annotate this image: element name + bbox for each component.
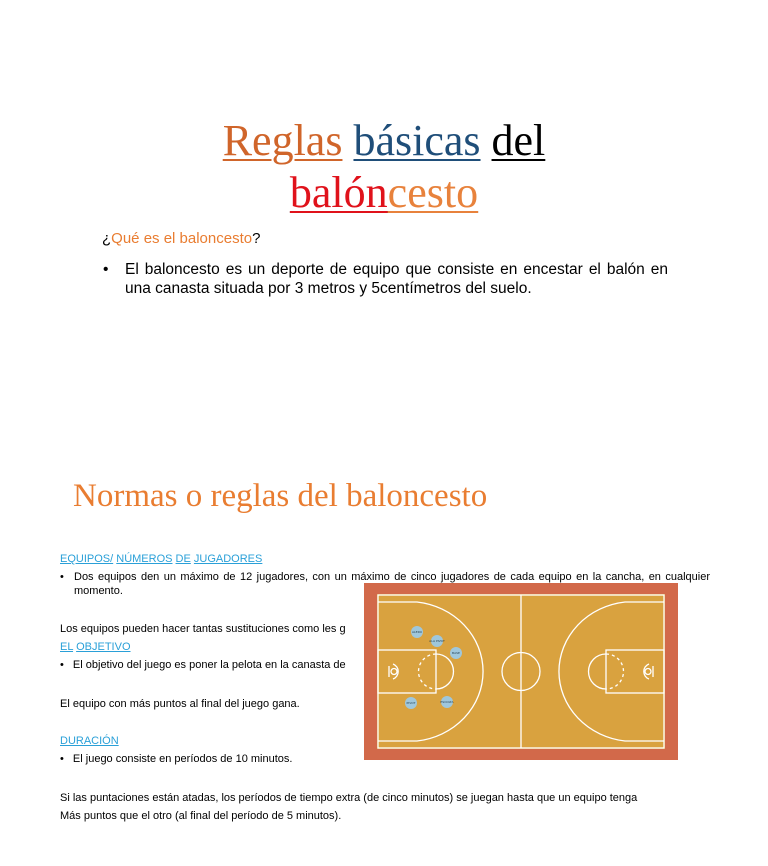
teams-heading-link-3[interactable]: DE bbox=[175, 553, 191, 565]
title-word-del: del bbox=[491, 116, 546, 165]
intro-bullet-text: El baloncesto es un deporte de equipo que consiste en encestar el balón en una canasta situada por 3 metros y 5centímetros del suelo. bbox=[125, 261, 668, 297]
teams-heading-link-2[interactable]: NÚMEROS bbox=[116, 553, 173, 565]
section-heading: Normas o reglas del baloncesto bbox=[73, 478, 488, 514]
bullet-dot-icon: • bbox=[60, 571, 64, 583]
player-ala-pivot-label: ALA PIVOT bbox=[429, 639, 445, 643]
title-word-basicas: básicas bbox=[353, 116, 481, 165]
player-base-label: BASE bbox=[452, 651, 460, 655]
player-alero-label: ALERO bbox=[411, 630, 423, 634]
bullet-dot-icon: • bbox=[103, 261, 109, 278]
objective-bullet-text: El objetivo del juego es poner la pelota en la canasta de bbox=[72, 659, 346, 671]
basketball-court-image bbox=[364, 583, 678, 760]
question-line bbox=[102, 230, 260, 247]
duration-note-line2: Más puntos que el otro (al final del período de 5 minutos). bbox=[60, 810, 342, 822]
objective-bullet bbox=[60, 658, 346, 672]
document-title bbox=[0, 114, 768, 168]
objective-heading-link-2[interactable]: OBJETIVO bbox=[76, 641, 131, 653]
objective-heading[interactable] bbox=[60, 640, 131, 654]
question-open-mark: ¿ bbox=[102, 230, 112, 247]
teams-heading-link-1[interactable]: EQUIPOS/ bbox=[60, 553, 114, 565]
player-escolta-label: ESCOLTA bbox=[440, 700, 454, 704]
title-word-reglas: Reglas bbox=[222, 116, 343, 165]
bullet-dot-icon: • bbox=[60, 753, 64, 765]
duration-bullet bbox=[60, 752, 292, 766]
objective-note: El equipo con más puntos al final del juego gana. bbox=[60, 698, 300, 710]
teams-heading-link-4[interactable]: JUGADORES bbox=[193, 553, 263, 565]
duration-note-line1: Si las puntaciones están atadas, los períodos de tiempo extra (de cinco minutos) se juegan hasta que un equipo tenga bbox=[60, 792, 638, 804]
teams-bullet-text: Dos equipos den un máximo de 12 jugadores, con un máximo de cinco jugadores de cada equipo en la cancha, en cualquier momento. bbox=[74, 571, 710, 597]
court-drawing bbox=[377, 594, 665, 749]
document-title-line2 bbox=[0, 166, 768, 220]
title-part-cesto: cesto bbox=[387, 168, 479, 217]
duration-bullet-text: El juego consiste en períodos de 10 minutos. bbox=[72, 753, 293, 765]
question-text: Qué es el baloncesto bbox=[111, 230, 253, 247]
teams-note: Los equipos pueden hacer tantas sustituciones como les g bbox=[60, 623, 346, 635]
objective-heading-link-1[interactable]: EL bbox=[60, 641, 74, 653]
duration-heading-link[interactable]: DURACIÓN bbox=[60, 735, 119, 747]
question-close-mark: ? bbox=[252, 230, 261, 247]
title-word-baloncesto bbox=[290, 168, 478, 217]
bullet-dot-icon: • bbox=[60, 659, 64, 671]
teams-heading[interactable] bbox=[60, 552, 262, 566]
duration-heading[interactable] bbox=[60, 734, 119, 748]
intro-bullet bbox=[103, 260, 668, 298]
title-part-balon: balón bbox=[289, 168, 388, 217]
player-pivot-label: PIVOT bbox=[406, 701, 416, 705]
